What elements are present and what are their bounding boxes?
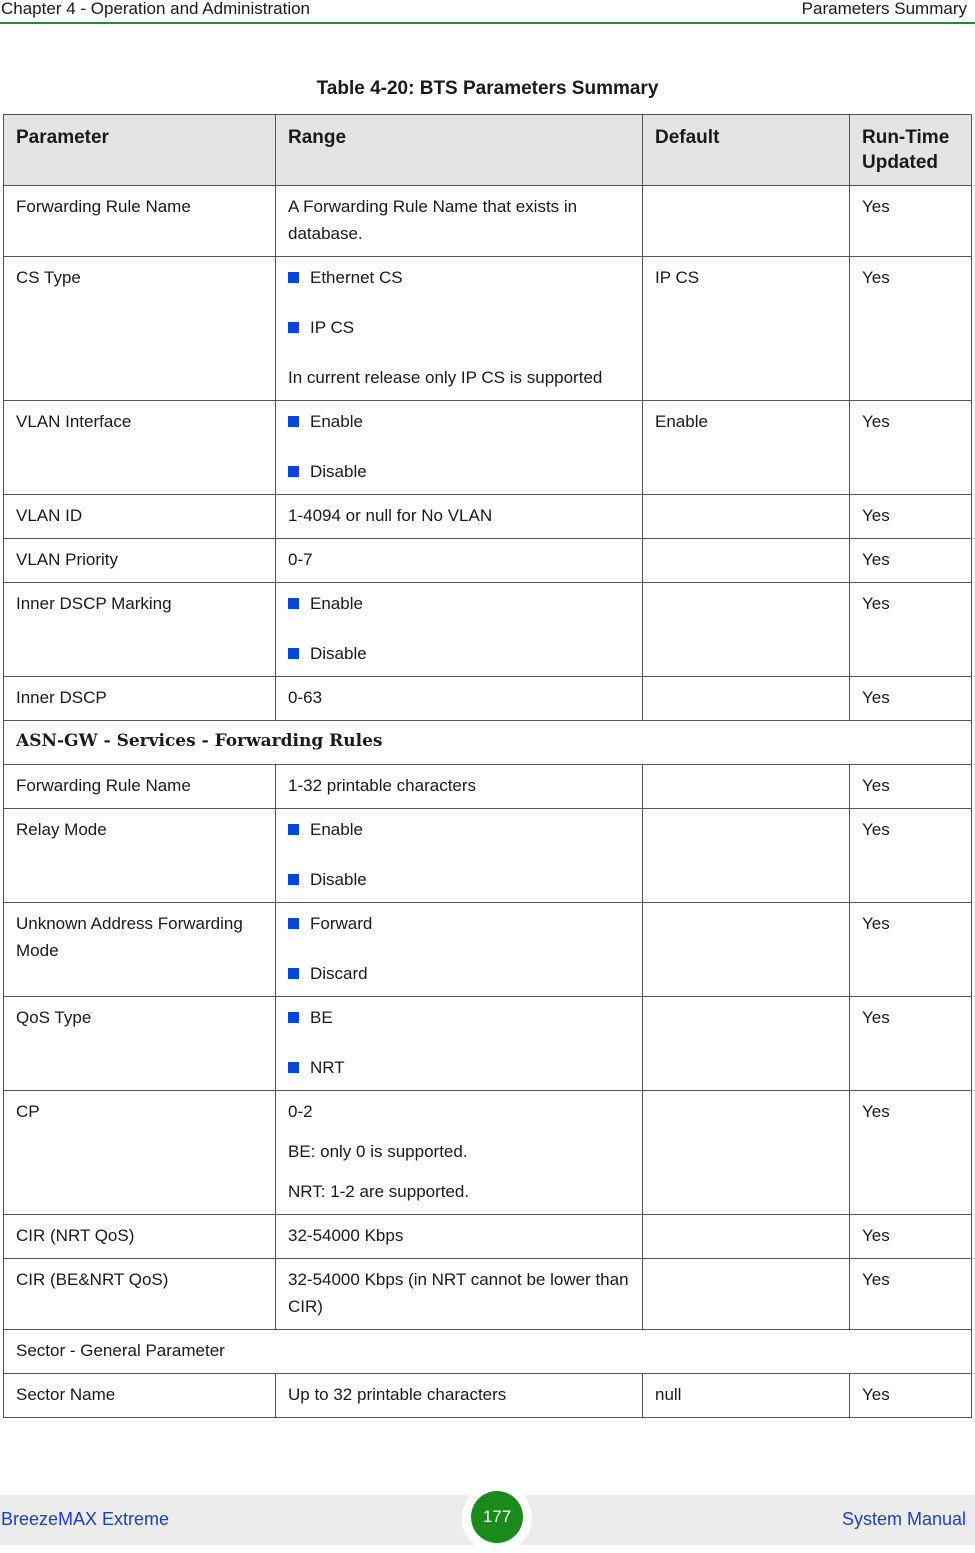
- column-header-runtime-updated: Run-Time Updated: [850, 115, 972, 186]
- chapter-title: Chapter 4 - Operation and Administration: [1, 0, 311, 18]
- column-header-parameter: Parameter: [4, 115, 276, 186]
- range-option: [288, 264, 630, 291]
- section-row: [4, 1330, 972, 1374]
- default-cell: [643, 1259, 850, 1330]
- range-cell: 1-4094 or null for No VLAN: [276, 495, 643, 539]
- default-cell: [643, 495, 850, 539]
- page-number: 177: [471, 1491, 523, 1543]
- range-cell: [276, 1091, 643, 1215]
- section-row: [4, 721, 972, 765]
- updated-cell: Yes: [850, 1215, 972, 1259]
- table-title: Table 4-20: BTS Parameters Summary: [316, 78, 659, 99]
- bullet-icon: [288, 598, 299, 609]
- range-option-label: NRT: [310, 1058, 345, 1077]
- range-option-label: Enable: [310, 820, 363, 839]
- range-option-label: Discard: [310, 964, 368, 983]
- range-line: NRT: 1-2 are supported.: [288, 1182, 470, 1201]
- bullet-icon: [288, 272, 299, 283]
- product-name: BreezeMAX Extreme: [1, 1509, 170, 1529]
- table-row: [4, 903, 972, 997]
- parameter-cell: CP: [4, 1091, 276, 1215]
- table-row: [4, 765, 972, 809]
- default-cell: Enable: [643, 401, 850, 495]
- range-option: [288, 866, 630, 893]
- page-header: [0, 0, 975, 24]
- table-row: [4, 539, 972, 583]
- parameters-table: [3, 114, 972, 1418]
- range-option: [288, 640, 630, 667]
- bullet-icon: [288, 322, 299, 333]
- table-header-row: [4, 115, 972, 186]
- parameter-cell: QoS Type: [4, 997, 276, 1091]
- range-option-label: Disable: [310, 462, 367, 481]
- default-cell: IP CS: [643, 257, 850, 401]
- updated-cell: Yes: [850, 495, 972, 539]
- default-cell: [643, 583, 850, 677]
- range-option: [288, 314, 630, 341]
- range-note: In current release only IP CS is supported: [288, 368, 603, 387]
- manual-name: System Manual: [841, 1509, 966, 1529]
- default-cell: [643, 1091, 850, 1215]
- range-option: [288, 408, 630, 435]
- range-cell: 32-54000 Kbps (in NRT cannot be lower than CIR): [276, 1259, 643, 1330]
- table-row: [4, 1374, 972, 1418]
- range-option: [288, 816, 630, 843]
- updated-cell: Yes: [850, 401, 972, 495]
- range-cell: A Forwarding Rule Name that exists in database.: [276, 186, 643, 257]
- parameter-cell: VLAN Priority: [4, 539, 276, 583]
- parameter-cell: Inner DSCP: [4, 677, 276, 721]
- column-header-default: Default: [643, 115, 850, 186]
- range-option-label: Ethernet CS: [310, 268, 403, 287]
- range-option-label: Disable: [310, 870, 367, 889]
- range-option-label: Disable: [310, 644, 367, 663]
- range-line: 0-2: [288, 1102, 313, 1121]
- table-row: [4, 257, 972, 401]
- updated-cell: Yes: [850, 1374, 972, 1418]
- default-cell: [643, 765, 850, 809]
- bullet-icon: [288, 874, 299, 885]
- updated-cell: Yes: [850, 539, 972, 583]
- range-cell: 1-32 printable characters: [276, 765, 643, 809]
- updated-cell: Yes: [850, 1259, 972, 1330]
- parameter-cell: Unknown Address Forwarding Mode: [4, 903, 276, 997]
- updated-cell: Yes: [850, 1091, 972, 1215]
- section-title: Parameters Summary: [801, 0, 967, 18]
- updated-cell: Yes: [850, 677, 972, 721]
- bullet-icon: [288, 824, 299, 835]
- range-option-label: Enable: [310, 594, 363, 613]
- default-cell: null: [643, 1374, 850, 1418]
- bullet-icon: [288, 1062, 299, 1073]
- table-row: [4, 997, 972, 1091]
- default-cell: [643, 997, 850, 1091]
- bullet-icon: [288, 466, 299, 477]
- range-option-label: Forward: [310, 914, 373, 933]
- parameter-cell: CS Type: [4, 257, 276, 401]
- updated-cell: Yes: [850, 997, 972, 1091]
- parameter-cell: Forwarding Rule Name: [4, 765, 276, 809]
- parameter-cell: CIR (NRT QoS): [4, 1215, 276, 1259]
- table-row: [4, 1259, 972, 1330]
- range-cell: [276, 997, 643, 1091]
- range-option: [288, 960, 630, 987]
- range-cell: [276, 903, 643, 997]
- parameter-cell: Forwarding Rule Name: [4, 186, 276, 257]
- range-cell: Up to 32 printable characters: [276, 1374, 643, 1418]
- default-cell: [643, 903, 850, 997]
- parameter-cell: VLAN ID: [4, 495, 276, 539]
- range-option-label: Enable: [310, 412, 363, 431]
- parameter-cell: Relay Mode: [4, 809, 276, 903]
- range-option-label: IP CS: [310, 318, 355, 337]
- bullet-icon: [288, 968, 299, 979]
- parameter-cell: Sector Name: [4, 1374, 276, 1418]
- updated-cell: Yes: [850, 257, 972, 401]
- default-cell: [643, 677, 850, 721]
- parameter-cell: VLAN Interface: [4, 401, 276, 495]
- table-row: [4, 1215, 972, 1259]
- table-row: [4, 583, 972, 677]
- table-row: [4, 401, 972, 495]
- range-cell: 0-63: [276, 677, 643, 721]
- updated-cell: Yes: [850, 809, 972, 903]
- default-cell: [643, 539, 850, 583]
- updated-cell: Yes: [850, 583, 972, 677]
- range-cell: [276, 809, 643, 903]
- range-cell: [276, 583, 643, 677]
- bullet-icon: [288, 918, 299, 929]
- default-cell: [643, 809, 850, 903]
- range-cell: [276, 401, 643, 495]
- parameter-cell: CIR (BE&NRT QoS): [4, 1259, 276, 1330]
- bullet-icon: [288, 416, 299, 427]
- table-row: [4, 495, 972, 539]
- section-heading: Sector - General Parameter: [4, 1330, 972, 1374]
- range-cell: [276, 257, 643, 401]
- updated-cell: Yes: [850, 765, 972, 809]
- table-row: [4, 1091, 972, 1215]
- default-cell: [643, 1215, 850, 1259]
- section-heading: ASN-GW - Services - Forwarding Rules: [4, 721, 972, 765]
- table-row: [4, 809, 972, 903]
- updated-cell: Yes: [850, 186, 972, 257]
- range-option: [288, 590, 630, 617]
- page-footer: [0, 1495, 975, 1545]
- bullet-icon: [288, 648, 299, 659]
- range-option: [288, 1004, 630, 1031]
- default-cell: [643, 186, 850, 257]
- table-row: [4, 677, 972, 721]
- range-option: [288, 910, 630, 937]
- range-option-label: BE: [310, 1008, 333, 1027]
- parameter-cell: Inner DSCP Marking: [4, 583, 276, 677]
- table-row: [4, 186, 972, 257]
- range-option: [288, 1054, 630, 1081]
- range-line: BE: only 0 is supported.: [288, 1142, 468, 1161]
- updated-cell: Yes: [850, 903, 972, 997]
- range-cell: 32-54000 Kbps: [276, 1215, 643, 1259]
- column-header-range: Range: [276, 115, 643, 186]
- bullet-icon: [288, 1012, 299, 1023]
- range-cell: 0-7: [276, 539, 643, 583]
- range-option: [288, 458, 630, 485]
